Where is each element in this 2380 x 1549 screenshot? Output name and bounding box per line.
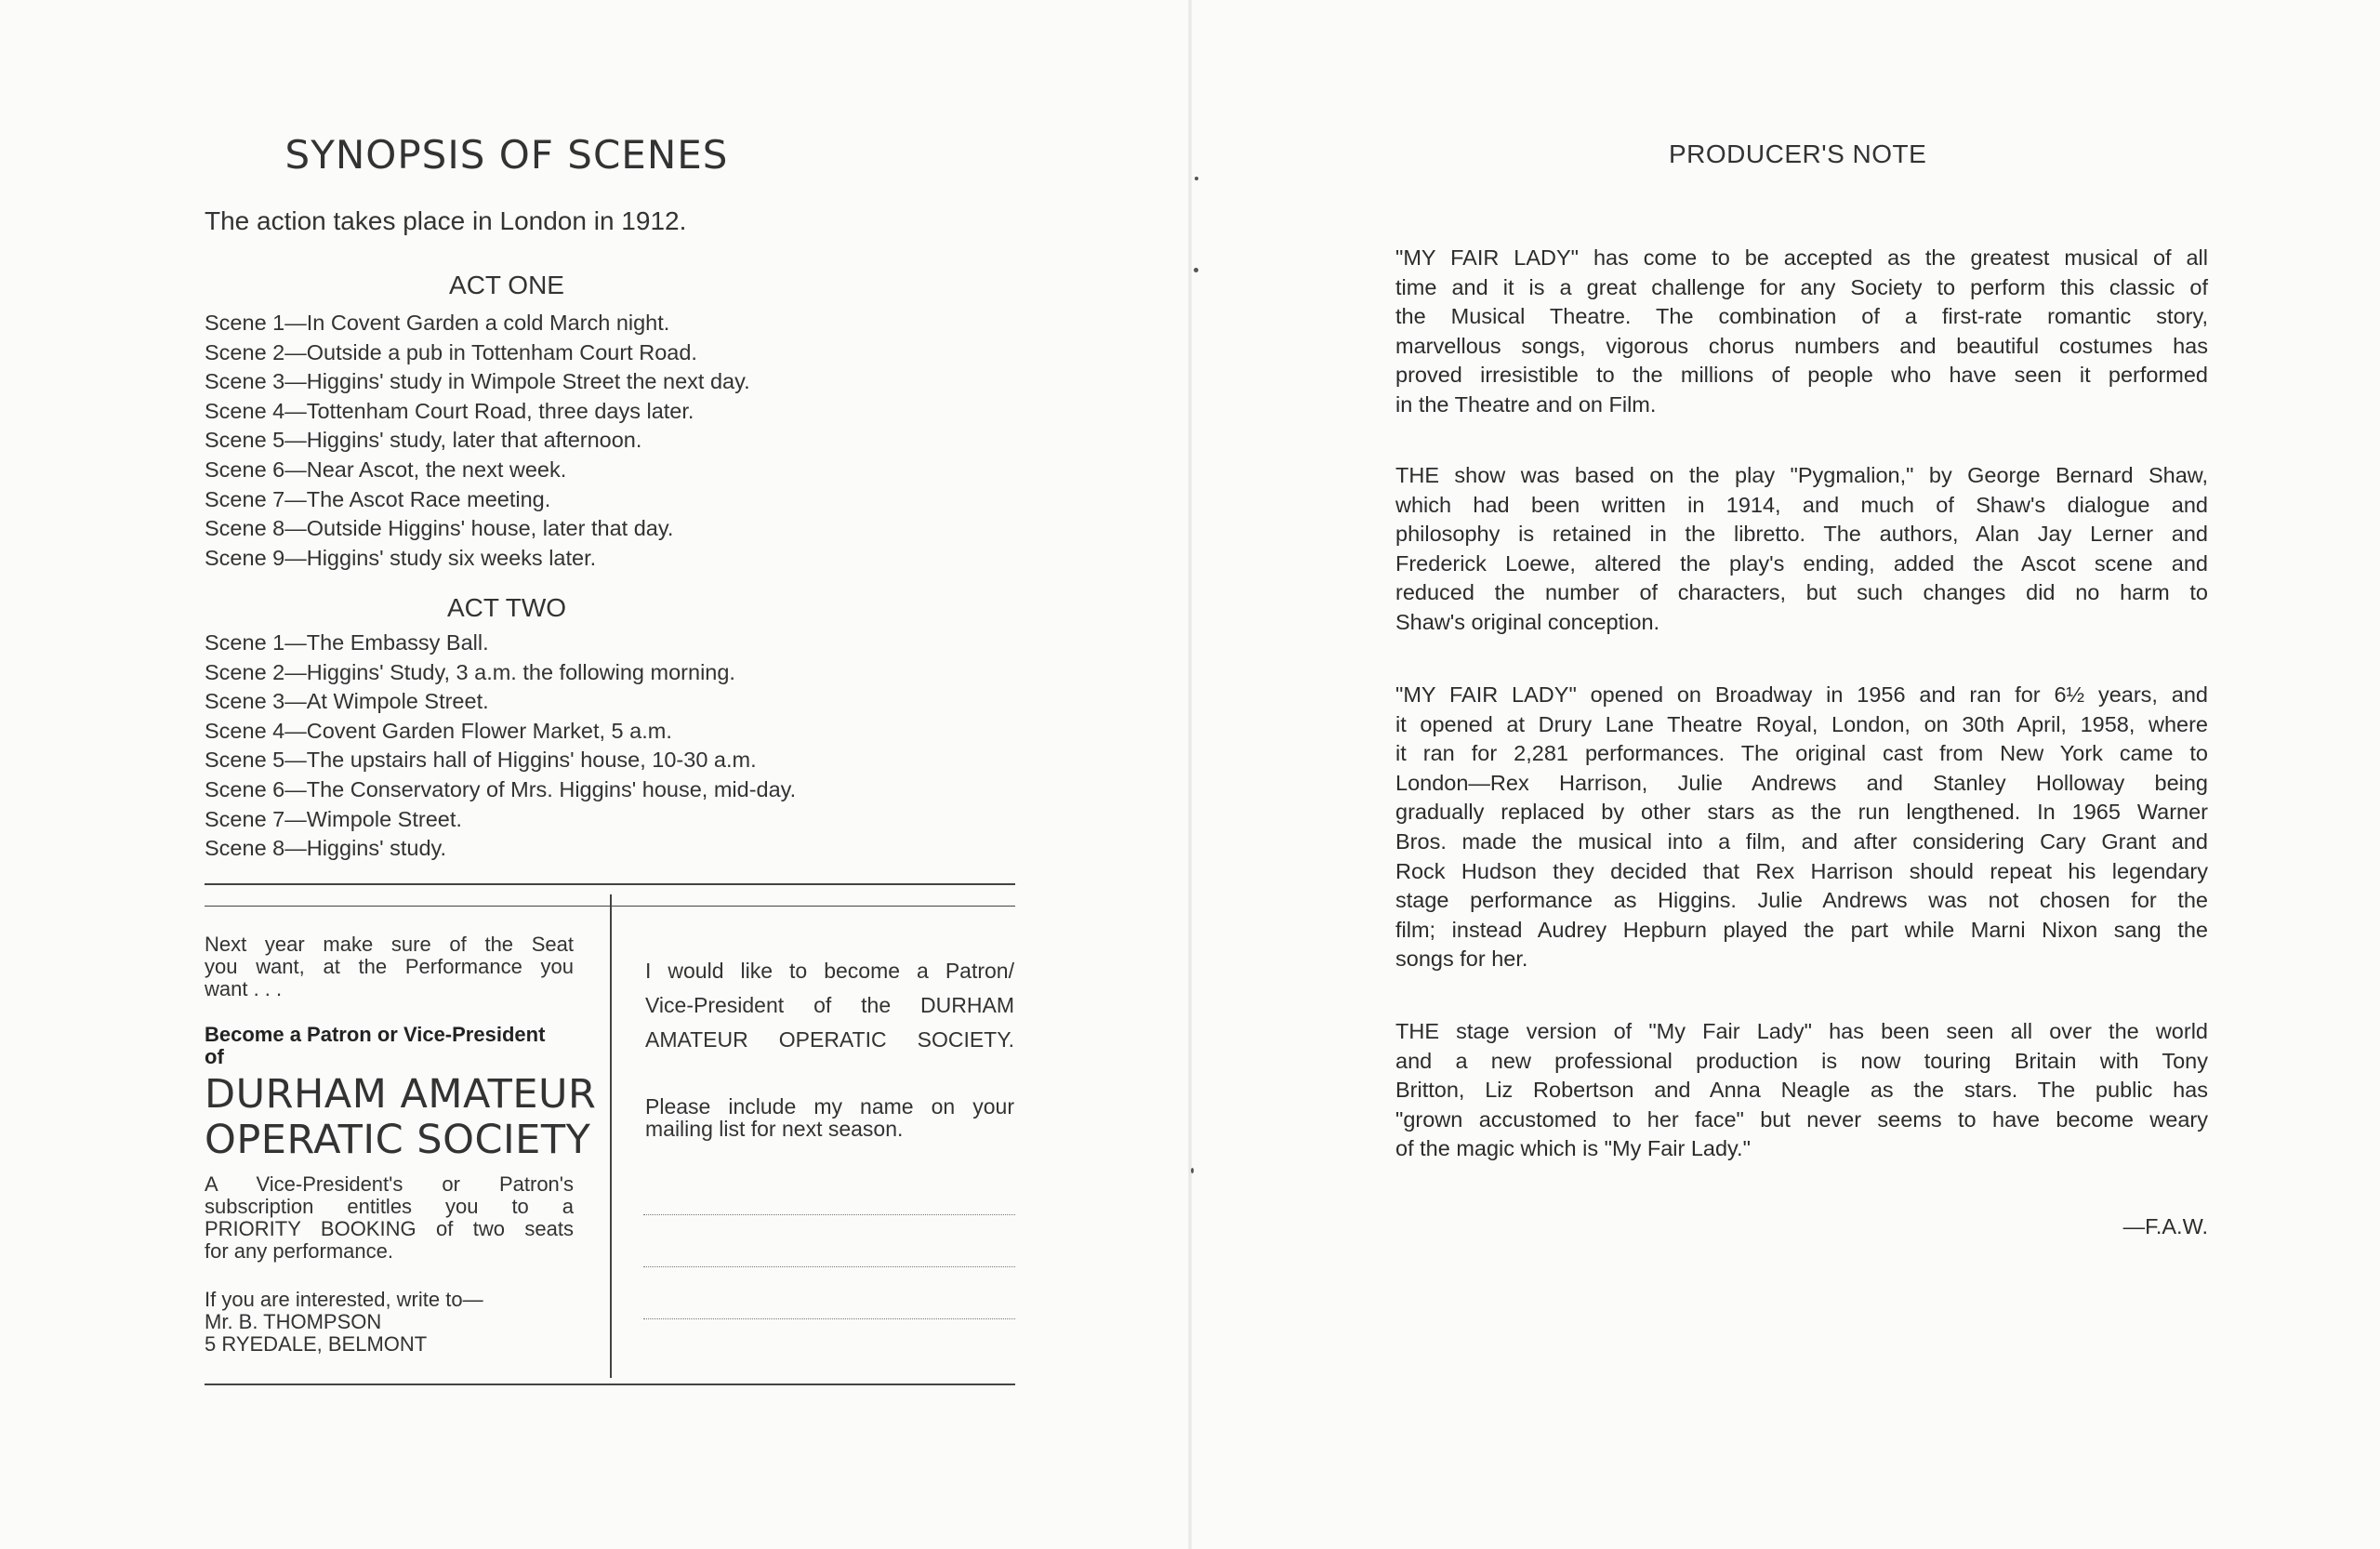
scene-item: Scene 1—In Covent Garden a cold March night. (205, 311, 670, 335)
benefit-line: for any performance. (205, 1239, 393, 1263)
scene-item: Scene 3—At Wimpole Street. (205, 689, 489, 714)
note-line: Britton, Liz Robertson and Anna Neagle as the stars. The public has (1395, 1078, 2208, 1103)
note-line: of the magic which is "My Fair Lady." (1395, 1136, 1751, 1161)
note-line: Bros. made the musical into a film, and after considering Cary Grant and (1395, 828, 2208, 854)
note-line: marvellous songs, vigorous chorus numbers and beautiful costumes has (1395, 333, 2208, 358)
scene-item: Scene 9—Higgins' study six weeks later. (205, 545, 597, 570)
scene-item: Scene 8—Outside Higgins' house, later that day. (205, 516, 674, 541)
note-line: "grown accustomed to her face" but never seems to have become weary (1395, 1106, 2208, 1132)
benefit-line: subscription entitles you to a (205, 1195, 574, 1218)
scene-item: Scene 8—Higgins' study. (205, 836, 447, 861)
note-line: time and it is a great challenge for any Society to perform this classic of (1395, 274, 2208, 299)
producer-signature: —F.A.W. (2122, 1214, 2208, 1238)
note-paragraph (1395, 461, 2208, 638)
note-line: songs for her. (1395, 947, 1528, 972)
mailing-line: mailing list for next season. (645, 1117, 904, 1141)
note-line: Shaw's original conception. (1395, 609, 1660, 634)
note-line: in the Theatre and on Film. (1395, 391, 1657, 417)
note-line: which had been written in 1914, and much of Shaw's dialogue and (1395, 492, 2208, 517)
mailing-line: Please include my name on your (645, 1094, 1014, 1119)
scene-item: Scene 6—The Conservatory of Mrs. Higgins' house, mid-day. (205, 776, 797, 801)
patron-contact (205, 1289, 595, 1356)
patron-pitch (205, 933, 574, 1000)
form-blank-line[interactable] (643, 1318, 1015, 1319)
print-speck (1194, 268, 1198, 272)
request-line: I would like to become a Patron/ (645, 959, 1014, 983)
request-line: Vice-President of the DURHAM (645, 993, 1014, 1017)
society-line: DURHAM AMATEUR (205, 1071, 597, 1118)
scene-item: Scene 4—Covent Garden Flower Market, 5 a.m. (205, 718, 672, 743)
note-line: the Musical Theatre. The combination of a first-rate romantic story, (1395, 304, 2208, 329)
scene-item: Scene 1—The Embassy Ball. (205, 630, 489, 655)
scene-item: Scene 5—The upstairs hall of Higgins' house, 10-30 a.m. (205, 748, 757, 773)
synopsis-intro: The action takes place in London in 1912. (205, 206, 687, 235)
print-speck (1195, 177, 1198, 180)
note-line: film; instead Audrey Hepburn played the part while Marni Nixon sang the (1395, 917, 2208, 942)
form-request (645, 954, 1014, 1057)
note-line: "MY FAIR LADY" has come to be accepted as the greatest musical of all (1395, 245, 2208, 270)
box-top-rule (205, 883, 1015, 885)
pitch-line: you want, at the Performance you (205, 955, 574, 978)
contact-line: 5 RYEDALE, BELMONT (205, 1332, 428, 1356)
scene-item: Scene 2—Outside a pub in Tottenham Court Road. (205, 339, 697, 364)
scene-item: Scene 5—Higgins' study, later that afternoon. (205, 428, 642, 453)
society-line: OPERATIC SOCIETY (205, 1117, 591, 1163)
note-line: proved irresistible to the millions of people who have seen it performed (1395, 363, 2208, 388)
note-line: "MY FAIR LADY" opened on Broadway in 1956 and ran for 6½ years, and (1395, 682, 2208, 707)
benefit-line: A Vice-President's or Patron's (205, 1172, 574, 1196)
note-line: Rock Hudson they decided that Rex Harrison should repeat his legendary (1395, 858, 2208, 883)
patron-bold-heading (205, 1024, 595, 1068)
patron-benefits (205, 1173, 574, 1263)
scene-item: Scene 7—The Ascot Race meeting. (205, 486, 551, 511)
note-paragraph (1395, 244, 2208, 420)
act-one-heading: ACT ONE (449, 271, 564, 299)
box-divider (610, 894, 612, 1378)
print-speck (1191, 1168, 1194, 1173)
scene-item: Scene 6—Near Ascot, the next week. (205, 457, 567, 482)
note-line: and a new professional production is now touring Britain with Tony (1395, 1048, 2208, 1073)
request-line: AMATEUR OPERATIC SOCIETY. (645, 1027, 1014, 1052)
pitch-line: Next year make sure of the Seat (205, 933, 574, 956)
note-line: THE stage version of "My Fair Lady" has been seen all over the world (1395, 1019, 2208, 1043)
scene-item: Scene 4—Tottenham Court Road, three days later. (205, 398, 694, 423)
form-blank-line[interactable] (643, 1214, 1015, 1215)
note-line: it opened at Drury Lane Theatre Royal, London, on 30th April, 1958, where (1395, 711, 2208, 736)
society-name (205, 1072, 596, 1163)
note-line: THE show was based on the play "Pygmalion," by George Bernard Shaw, (1395, 463, 2208, 487)
bold-line: of (205, 1045, 224, 1068)
note-line: London—Rex Harrison, Julie Andrews and Stanley Holloway being (1395, 770, 2208, 795)
note-paragraph (1395, 1017, 2208, 1164)
form-mailing (645, 1095, 1014, 1140)
producers-note-title: PRODUCER'S NOTE (1669, 139, 1927, 168)
scene-item: Scene 2—Higgins' Study, 3 a.m. the following morning. (205, 659, 735, 684)
benefit-line: PRIORITY BOOKING of two seats (205, 1217, 574, 1240)
pitch-line: want . . . (205, 977, 283, 1000)
note-line: philosophy is retained in the libretto. The authors, Alan Jay Lerner and (1395, 522, 2208, 547)
note-line: reduced the number of characters, but such changes did no harm to (1395, 580, 2208, 605)
synopsis-title: SYNOPSIS OF SCENES (284, 132, 729, 178)
note-line: gradually replaced by other stars as the run lengthened. In 1965 Warner (1395, 800, 2208, 825)
scene-item: Scene 7—Wimpole Street. (205, 806, 462, 831)
page-fold (1188, 0, 1192, 1549)
act-two-scene-list (205, 629, 948, 864)
box-bottom-rule (205, 1384, 1015, 1385)
act-one-scene-list (205, 309, 948, 573)
bold-line: Become a Patron or Vice-President (205, 1023, 546, 1046)
contact-line: If you are interested, write to— (205, 1288, 483, 1311)
note-line: it ran for 2,281 performances. The original cast from New York came to (1395, 741, 2208, 766)
note-line: stage performance as Higgins. Julie Andrews was not chosen for the (1395, 888, 2208, 913)
form-blank-line[interactable] (643, 1266, 1015, 1267)
note-paragraph (1395, 681, 2208, 974)
scene-item: Scene 3—Higgins' study in Wimpole Street the next day. (205, 369, 750, 394)
note-line: Frederick Loewe, altered the play's ending, added the Ascot scene and (1395, 550, 2208, 576)
act-two-heading: ACT TWO (446, 593, 567, 622)
contact-line: Mr. B. THOMPSON (205, 1310, 382, 1333)
